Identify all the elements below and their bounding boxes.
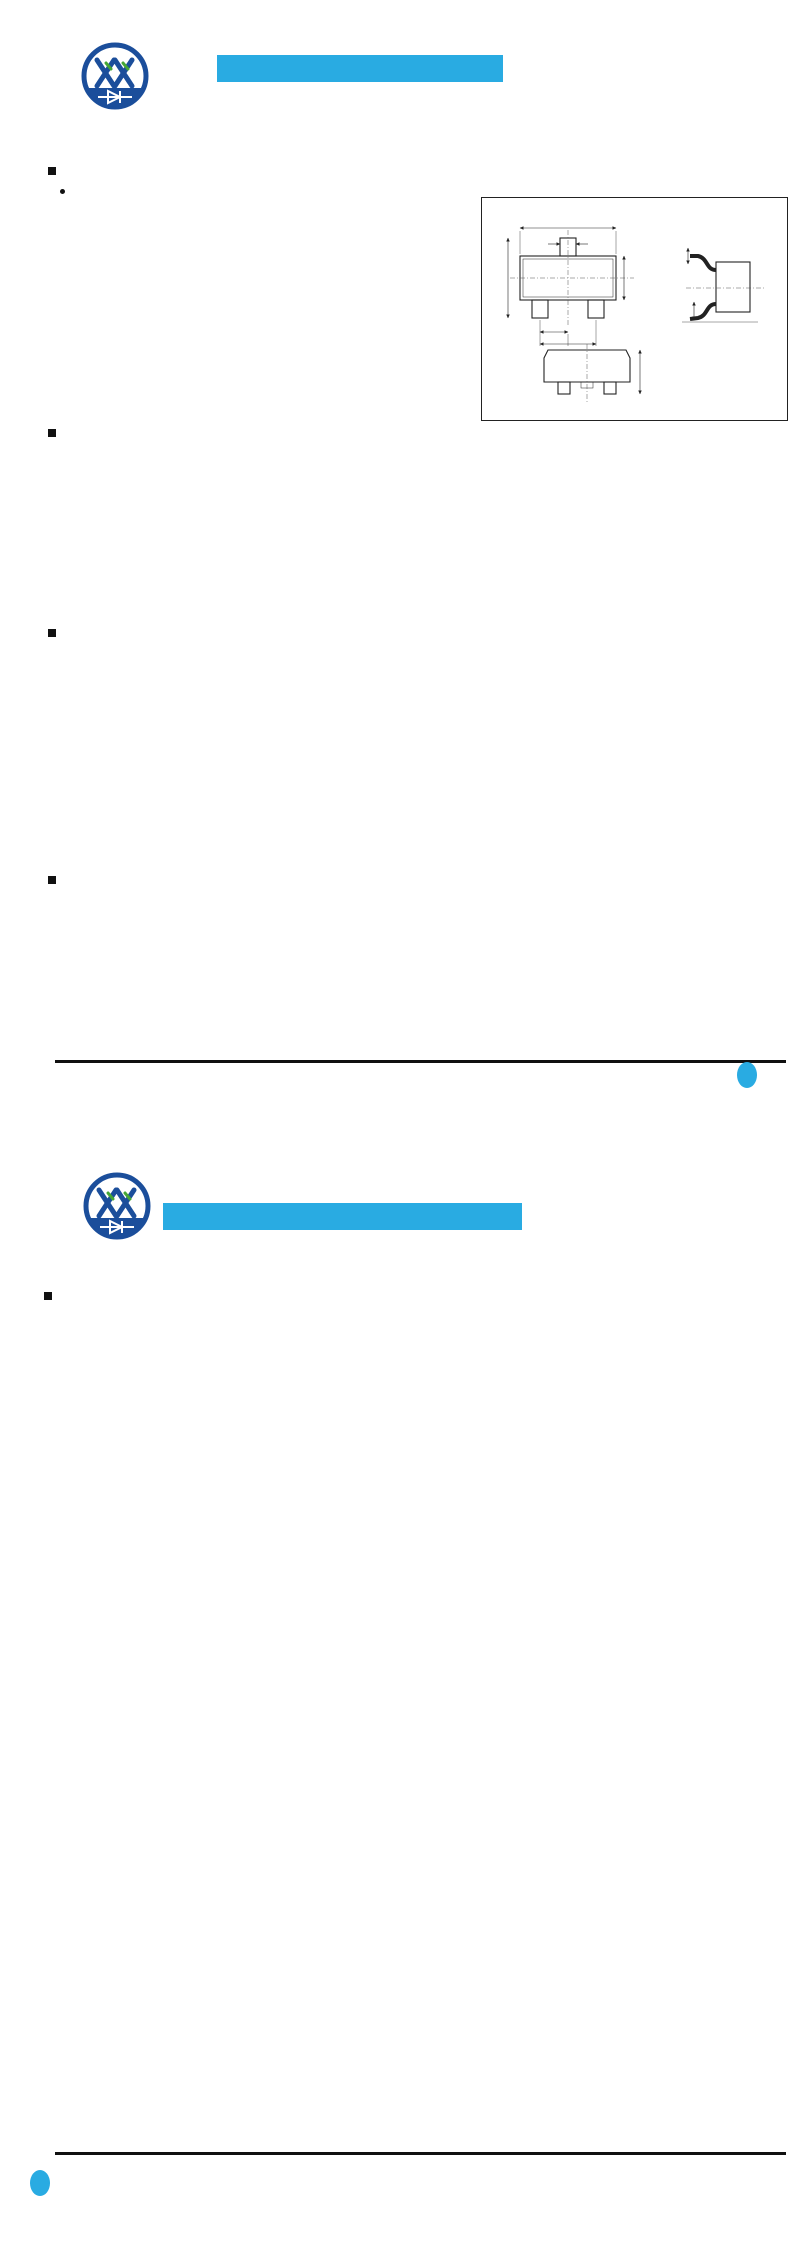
brand-logo-icon — [70, 40, 160, 114]
brand-logo-icon — [72, 1170, 162, 1244]
hfe-class-heading — [48, 876, 62, 884]
page-number-badge-1 — [737, 1062, 757, 1088]
chart-ft-vs-ic — [306, 1688, 518, 1879]
section-marker-icon — [48, 167, 56, 175]
brand-logo-page2 — [55, 1170, 179, 1250]
section-marker-icon — [44, 1292, 52, 1300]
chart-hfe-vs-ic — [306, 1306, 518, 1497]
section-marker-icon — [48, 629, 56, 637]
package-drawing-svg — [482, 198, 787, 420]
footer-divider-page1 — [55, 1060, 786, 1063]
features-heading — [48, 167, 62, 175]
elec-char-heading — [48, 629, 62, 637]
chart-vbe-sat-vs-ic — [306, 1497, 518, 1688]
header-bar-page1 — [217, 55, 503, 82]
typical-characteristics-heading — [44, 1292, 58, 1300]
footer-divider-page2 — [55, 2152, 786, 2155]
abs-max-heading — [48, 429, 62, 437]
section-marker-icon — [48, 876, 56, 884]
chart-static-characteristic — [94, 1306, 306, 1497]
feature-item — [60, 189, 71, 194]
package-drawing — [481, 197, 788, 421]
characteristics-chart-grid — [94, 1306, 518, 2070]
brand-logo — [53, 40, 177, 120]
header-bar-page2 — [163, 1203, 522, 1230]
chart-ic-vs-vbe — [94, 1688, 306, 1879]
chart-capacitance-vs-voltage — [94, 1879, 306, 2070]
bullet-dot-icon — [60, 189, 65, 194]
section-marker-icon — [48, 429, 56, 437]
page-number-badge-2 — [30, 2170, 50, 2196]
chart-vce-sat-vs-ic — [94, 1497, 306, 1688]
chart-pc-vs-ta — [306, 1879, 518, 2070]
